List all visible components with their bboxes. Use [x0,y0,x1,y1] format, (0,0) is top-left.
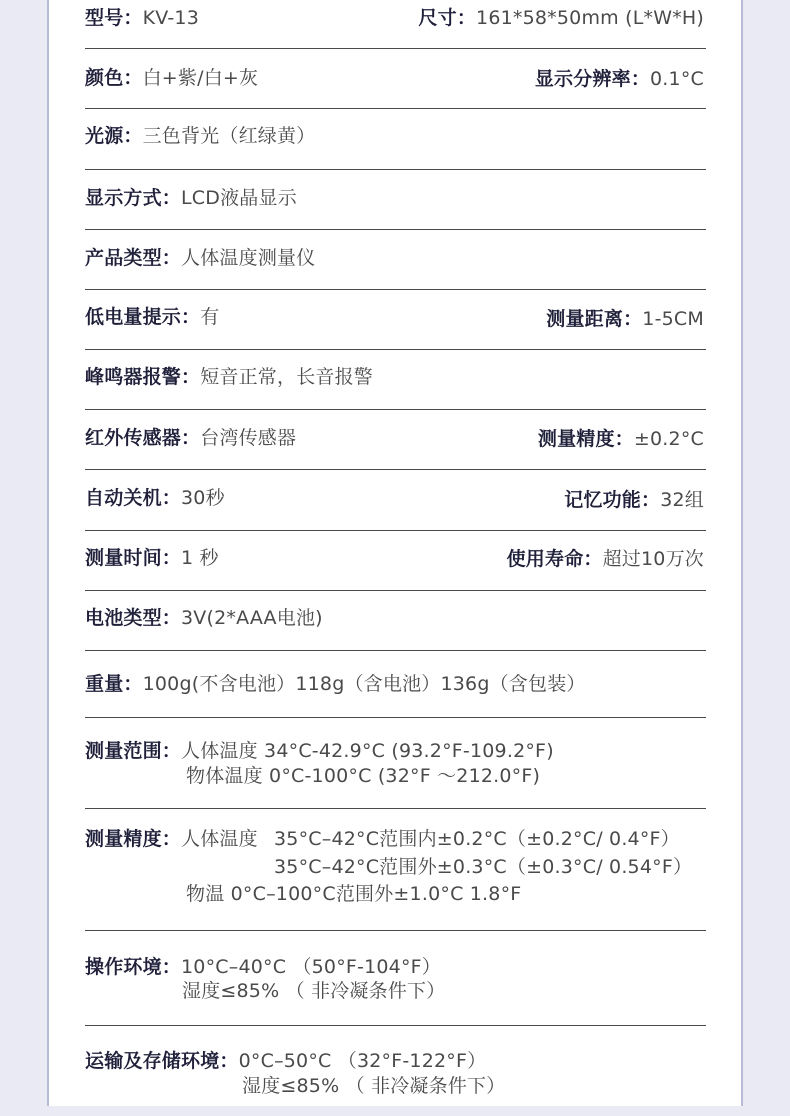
spec-row-battery-type [85,591,706,651]
spec-row-storage-env [85,1026,706,1116]
spec-value: 物温 0°C–100°C范围外±1.0°C 1.8°F [186,883,522,905]
spec-label: 测量时间： [85,547,182,569]
spec-label: 峰鸣器报警： [85,366,201,388]
spec-label: 低电量提示： [85,306,201,328]
spec-label: 自动关机： [85,487,182,509]
spec-row-weight [85,651,706,718]
spec-value: 三色背光（红绿黄） [142,125,316,147]
spec-value: 1-5CM [642,308,704,330]
spec-value: 台湾传感器 [200,427,297,449]
spec-value: 短音正常，长音报警 [200,366,374,388]
spec-value: 人体温度 [181,828,258,850]
spec-value: ±0.2°C [633,428,704,450]
spec-label: 记忆功能： [564,489,661,511]
spec-row-light-source [85,109,706,170]
spec-row-buzzer [85,350,706,410]
spec-row-measure-time [85,531,706,591]
spec-label: 测量精度： [85,828,182,850]
spec-row-sensor [85,410,706,470]
spec-value: 超过10万次 [602,548,704,570]
spec-value: 物体温度 0°C-100°C (32°F ～212.0°F) [186,765,541,787]
spec-label: 红外传感器： [85,427,201,449]
spec-row-color [85,49,706,109]
spec-label: 型号： [85,7,143,29]
spec-value: KV-13 [142,7,199,29]
spec-value: 10°C–40°C （50°F-104°F） [181,956,441,978]
spec-label: 操作环境： [85,956,182,978]
spec-label: 使用寿命： [506,548,603,570]
spec-row-auto-off [85,470,706,531]
spec-label: 测量精度： [537,428,634,450]
spec-value: 30秒 [181,487,225,509]
spec-label: 重量： [85,673,143,695]
spec-row-product-type [85,230,706,290]
spec-value: 人体温度 34°C-42.9°C (93.2°F-109.2°F) [181,740,554,762]
spec-label: 颜色： [85,67,143,89]
spec-value: 0.1°C [650,68,704,90]
spec-label: 显示分辨率： [534,68,651,90]
spec-row-display [85,170,706,230]
spec-value: 湿度≤85% （ 非冷凝条件下） [182,980,446,1002]
spec-value: 35°C–42°C范围外±0.3°C（±0.3°C/ 0.54°F） [274,856,693,878]
spec-row-operating-env [85,931,706,1026]
spec-value: 3V(2*AAA电池) [181,607,323,629]
spec-label: 电池类型： [85,607,182,629]
spec-sheet [47,0,743,1106]
spec-label: 显示方式： [85,187,182,209]
spec-row-low-battery [85,290,706,350]
spec-row-measuring-range [85,718,706,809]
spec-value: 1 秒 [181,547,219,569]
spec-value: 有 [200,306,220,328]
spec-label: 光源： [85,125,143,147]
spec-row-accuracy [85,809,706,931]
spec-value: 湿度≤85% （ 非冷凝条件下） [242,1075,506,1097]
spec-label: 测量距离： [546,308,643,330]
spec-label: 尺寸： [418,7,477,29]
spec-row-model [85,0,706,49]
spec-value: 161*58*50mm (L*W*H) [476,7,704,29]
spec-label: 测量范围： [85,740,182,762]
spec-value: 100g(不含电池）118g（含电池）136g（含包装） [142,673,586,695]
spec-value: 35°C–42°C范围内±0.2°C（±0.2°C/ 0.4°F） [274,828,680,850]
spec-label: 产品类型： [85,247,182,269]
spec-label: 运输及存储环境： [85,1050,239,1072]
spec-value: 0°C–50°C （32°F-122°F） [238,1050,487,1072]
spec-value: 32组 [660,489,704,511]
spec-value: LCD液晶显示 [181,187,297,209]
spec-value: 人体温度测量仪 [181,247,316,269]
spec-value: 白+紫/白+灰 [142,67,259,89]
